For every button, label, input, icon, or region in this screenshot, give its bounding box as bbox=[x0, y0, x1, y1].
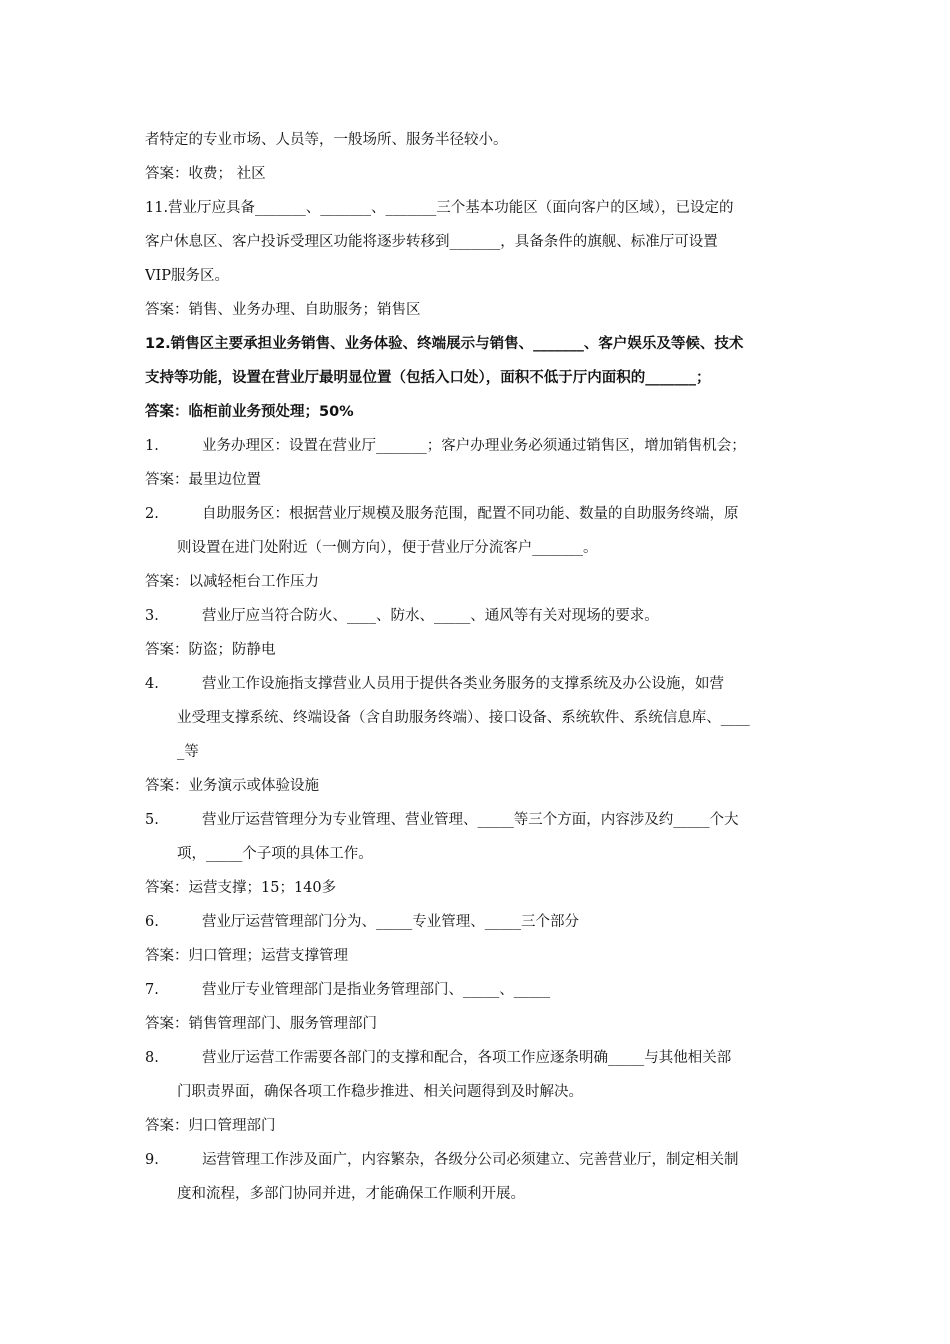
question-text-line: 运营管理工作涉及面广，内容繁杂，各级分公司必须建立、完善营业厅，制定相关制 bbox=[202, 1152, 739, 1168]
numbered-question bbox=[145, 973, 813, 1007]
answer-line: 答案：归口管理；运营支撑管理 bbox=[145, 948, 348, 964]
question-text-line: 营业工作设施指支撑营业人员用于提供各类业务服务的支撑系统及办公设施，如营 bbox=[202, 676, 724, 692]
question-number: 8. bbox=[145, 1050, 159, 1066]
question-number: 4. bbox=[145, 676, 159, 692]
answer-12: 答案：临柜前业务预处理；50% bbox=[145, 404, 354, 420]
question-text bbox=[145, 1143, 813, 1211]
question-text-line: 营业厅运营工作需要各部门的支撑和配合，各项工作应逐条明确_____与其他相关部 bbox=[202, 1050, 732, 1066]
question-text bbox=[145, 429, 813, 463]
numbered-question bbox=[145, 667, 813, 769]
question-11-line-3: VIP服务区。 bbox=[145, 268, 229, 284]
answer-line: 答案：收费； 社区 bbox=[145, 166, 266, 182]
answer-line: 答案：运营支撑；15；140多 bbox=[145, 880, 337, 896]
question-number: 5. bbox=[145, 812, 159, 828]
question-text bbox=[145, 599, 813, 633]
answer-line: 答案：归口管理部门 bbox=[145, 1118, 276, 1134]
question-11-line-1: 11.营业厅应具备_______、_______、_______三个基本功能区（面向客户的区域），已设定的 bbox=[145, 200, 734, 216]
question-12-line-1: 12.销售区主要承担业务销售、业务体验、终端展示与销售、_______、客户娱乐及等候、技术 bbox=[145, 336, 744, 352]
question-text-line: 度和流程，多部门协同并进，才能确保工作顺利开展。 bbox=[177, 1186, 525, 1202]
numbered-question bbox=[145, 599, 813, 633]
question-text-line: 营业厅应当符合防火、____、防水、_____、通风等有关对现场的要求。 bbox=[202, 608, 659, 624]
question-text-line: _等 bbox=[177, 744, 199, 760]
question-text-line: 门职责界面，确保各项工作稳步推进、相关问题得到及时解决。 bbox=[177, 1084, 583, 1100]
question-number: 1. bbox=[145, 438, 159, 454]
question-text-line: 营业厅运营管理分为专业管理、营业管理、_____等三个方面，内容涉及约_____个大 bbox=[202, 812, 739, 828]
numbered-question bbox=[145, 905, 813, 939]
question-text bbox=[145, 667, 813, 769]
answer-line: 答案：防盗；防静电 bbox=[145, 642, 276, 658]
question-text-line: 项，_____个子项的具体工作。 bbox=[177, 846, 373, 862]
question-text bbox=[145, 497, 813, 565]
question-number: 6. bbox=[145, 914, 159, 930]
question-text-line: 营业厅专业管理部门是指业务管理部门、_____、_____ bbox=[202, 982, 550, 998]
question-number: 7. bbox=[145, 982, 159, 998]
question-number: 9. bbox=[145, 1152, 159, 1168]
numbered-question-list bbox=[145, 429, 813, 1211]
numbered-question bbox=[145, 803, 813, 871]
question-text-line: 业务办理区：设置在营业厅_______；客户办理业务必须通过销售区，增加销售机会； bbox=[202, 438, 746, 454]
question-number: 3. bbox=[145, 608, 159, 624]
question-text-line: 则设置在进门处附近（一侧方向），便于营业厅分流客户_______。 bbox=[177, 540, 598, 556]
answer-line: 答案：以减轻柜台工作压力 bbox=[145, 574, 319, 590]
numbered-question bbox=[145, 429, 813, 463]
question-text bbox=[145, 803, 813, 871]
text-line: 者特定的专业市场、人员等，一般场所、服务半径较小。 bbox=[145, 132, 508, 148]
question-text bbox=[145, 973, 813, 1007]
question-12-line-2: 支持等功能，设置在营业厅最明显位置（包括入口处），面积不低于厅内面积的_______； bbox=[145, 370, 711, 386]
numbered-question bbox=[145, 1143, 813, 1211]
answer-line: 答案：销售管理部门、服务管理部门 bbox=[145, 1016, 377, 1032]
answer-11: 答案：销售、业务办理、自助服务；销售区 bbox=[145, 302, 421, 318]
question-text bbox=[145, 1041, 813, 1109]
answer-line: 答案：业务演示或体验设施 bbox=[145, 778, 319, 794]
numbered-question bbox=[145, 1041, 813, 1109]
question-text bbox=[145, 905, 813, 939]
numbered-question bbox=[145, 497, 813, 565]
question-text-line: 营业厅运营管理部门分为、_____专业管理、_____三个部分 bbox=[202, 914, 579, 930]
answer-line: 答案：最里边位置 bbox=[145, 472, 261, 488]
question-text-line: 业受理支撑系统、终端设备（含自助服务终端）、接口设备、系统软件、系统信息库、____ bbox=[177, 710, 750, 726]
document-body bbox=[145, 123, 813, 1211]
question-number: 2. bbox=[145, 506, 159, 522]
question-11-line-2: 客户休息区、客户投诉受理区功能将逐步转移到_______，具备条件的旗舰、标准厅可设置 bbox=[145, 234, 718, 250]
question-text-line: 自助服务区：根据营业厅规模及服务范围，配置不同功能、数量的自助服务终端，原 bbox=[202, 506, 739, 522]
